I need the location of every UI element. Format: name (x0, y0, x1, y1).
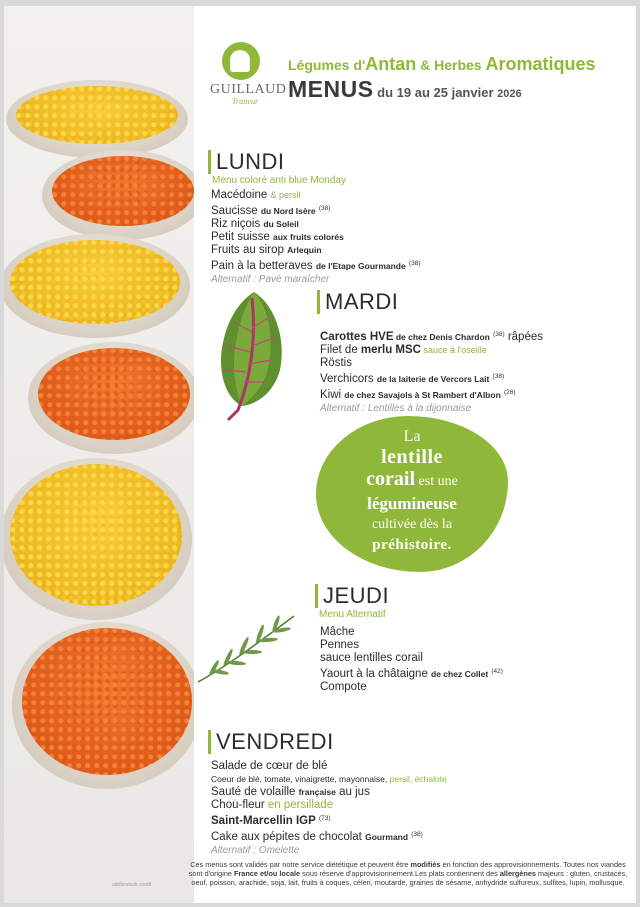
day-title-vendredi: VENDREDI (208, 730, 447, 754)
menu-item: Saint-Marcellin IGP $^{(73)}$ (211, 815, 331, 827)
day-title-jeudi: JEUDI (315, 584, 503, 608)
menu-item: Saucisse du Nord Isère $^{(38)}$ (211, 205, 331, 217)
menu-item: Salade de cœur de blé (211, 760, 328, 772)
menu-item: Mâche (320, 626, 355, 638)
bowl-yellow-1 (12, 84, 182, 150)
vendredi-alternative: Alternatif : Omelette (211, 845, 300, 856)
menu-item: Yaourt à la châtaigne de chez Collet $^{(42)}$ (320, 668, 503, 680)
menu-item: Sauté de volaille française au jus (211, 786, 370, 798)
bowl-yellow-3 (6, 462, 186, 612)
menu-item: Filet de merlu MSC sauce à l'oseille (320, 344, 487, 356)
footer-disclaimer: Ces menus sont validés par notre service diététique et peuvent être modifiés en fonction des approvisionnements. Toutes nos viandes sont d'origine France et/ou locale sous réserve d'approvisionnement.Les plats contiennent des allergènes majeurs : gluten, crustacés, oeuf, poisson, arachide, soja, lait, fruits à coques, céleri, moutarde, graines de sésame, anhydride sulfureux, sulfites, lupin, mollusque. (188, 860, 628, 887)
menu-item: Röstis (320, 357, 352, 369)
info-bubble-text: La lentille corail est une légumineuse cultivée dès la préhistoire. (366, 428, 458, 553)
photo-credit: adobestock credit (112, 882, 152, 888)
rosemary-icon (194, 610, 298, 686)
day-vendredi (208, 730, 447, 857)
bowl-orange-1 (48, 154, 194, 232)
mardi-alternative: Alternatif : Lentilles à la dijonnaise (320, 403, 472, 414)
menu-item: Pennes (320, 639, 360, 651)
menu-item: Compote (320, 681, 367, 693)
menu-item: Macédoine & persil (211, 189, 301, 201)
day-title-lundi: LUNDI (208, 150, 420, 174)
chard-leaf-icon (214, 288, 288, 422)
menu-item: Kiwi de chez Savajols à St Rambert d'Albon $^{(26)}$ (320, 389, 516, 401)
menu-item: Cake aux pépites de chocolat Gourmand $^{(38)}$ (211, 831, 423, 843)
menu-item: Pain à la betteraves de l'Etape Gourmande $^{(38)}$ (211, 260, 421, 272)
lentil-bowls-photo (4, 6, 194, 903)
bowl-orange-3 (18, 626, 194, 781)
guillaud-logo (210, 42, 287, 106)
bowl-yellow-2 (6, 238, 184, 330)
brand-name: GUILLAUD (210, 82, 287, 97)
brand-sub: Traiteur (232, 97, 259, 106)
day-title-mardi: MARDI (317, 290, 543, 314)
day-lundi (208, 150, 420, 286)
menu-item: Chou-fleur en persillade (211, 799, 334, 811)
menu-item: Verchicors de la laiterie de Vercors Lait $^{(38)}$ (320, 373, 505, 385)
menu-item-description: Coeur de blé, tomate, vinaigrette, mayonnaise, persil, échalote (211, 774, 447, 784)
menu-item: Carottes HVE de chez Denis Chardon $^{(38)}$ râpées (320, 331, 543, 343)
menu-item: Petit suisse aux fruits colorés (211, 231, 344, 243)
menu-item: Riz niçois du Soleil (211, 218, 299, 230)
day-jeudi (315, 584, 503, 694)
menus-dates: MENUS du 19 au 25 janvier 2026 (288, 76, 522, 102)
day-mardi (317, 290, 543, 415)
lundi-subtitle: Menu coloré anti blue Monday (212, 175, 346, 186)
bowl-orange-2 (34, 346, 194, 446)
lundi-alternative: Alternatif : Pavé maraîcher (211, 274, 330, 285)
menu-page (4, 6, 636, 903)
menu-item: sauce lentilles corail (320, 652, 423, 664)
jeudi-subtitle: Menu Alternatif (319, 609, 386, 620)
theme-title: Légumes d'Antan & Herbes Aromatiques (288, 54, 596, 74)
menu-item: Fruits au sirop Arlequin (211, 244, 322, 256)
